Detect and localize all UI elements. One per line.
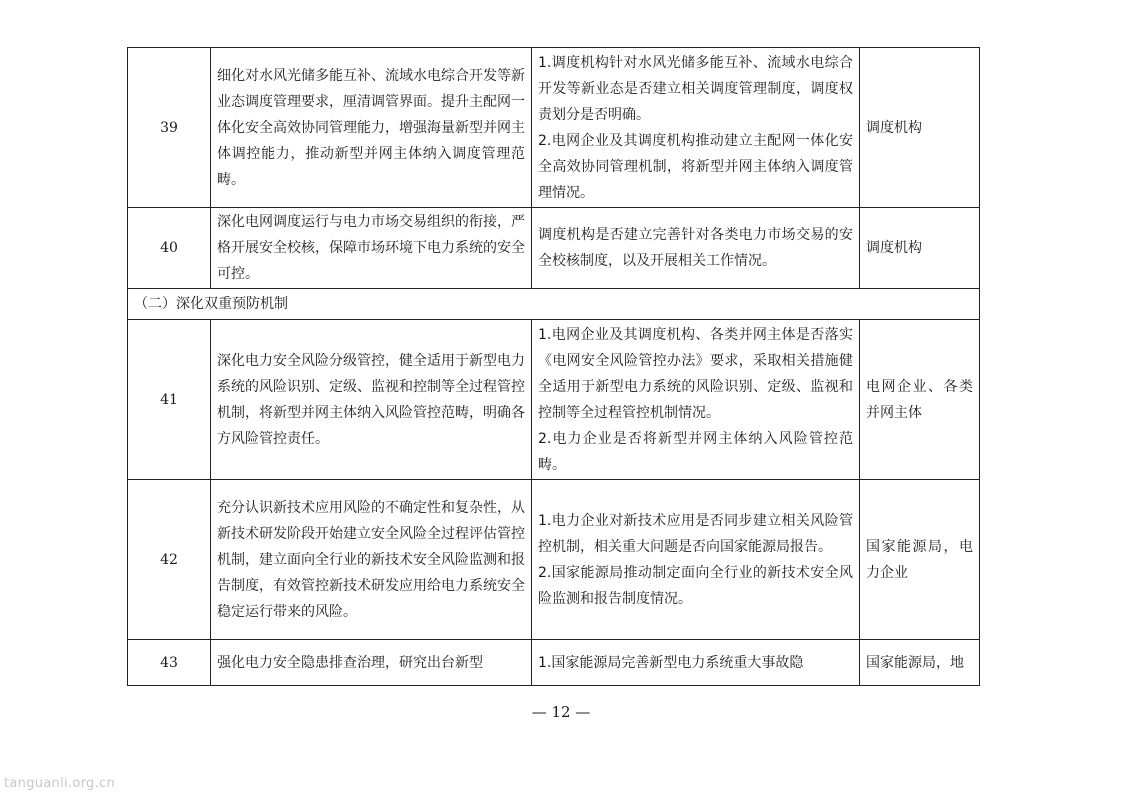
check-item: 1.电网企业及其调度机构、各类并网主体是否落实《电网安全风险管控办法》要求，采取相关措施健全适用于新型电力系统的风险识别、定级、监视和控制等全过程管控机制情况。	[538, 326, 853, 421]
check-content	[532, 480, 860, 640]
table-row-41	[128, 320, 980, 480]
table-row-40	[128, 208, 980, 289]
task-content: 充分认识新技术应用风险的不确定性和复杂性，从新技术研发阶段开始建立安全风险全过程评估管控机制，建立面向全行业的新技术安全风险监测和报告制度，有效管控新技术研发应用给电力系统安全稳定运行带来的风险。	[211, 480, 532, 640]
check-item: 1.电力企业对新技术应用是否同步建立相关风险管控机制，相关重大问题是否向国家能源局报告。	[538, 512, 853, 555]
check-item: 调度机构是否建立完善针对各类电力市场交易的安全校核制度，以及开展相关工作情况。	[538, 227, 853, 269]
responsible-party: 国家能源局，电力企业	[860, 480, 980, 640]
table-row-42	[128, 480, 980, 640]
check-item: 2.电力企业是否将新型并网主体纳入风险管控范畴。	[538, 430, 853, 473]
watermark-text: tanguanli.org.cn	[4, 776, 115, 791]
row-number: 39	[128, 48, 211, 208]
task-content: 强化电力安全隐患排查治理，研究出台新型	[211, 640, 532, 686]
check-item: 1.调度机构针对水风光储多能互补、流域水电综合开发等新业态是否建立相关调度管理制度，调度权责划分是否明确。	[538, 54, 853, 123]
task-content: 细化对水风光储多能互补、流域水电综合开发等新业态调度管理要求，厘清调管界面。提升主配网一体化安全高效协同管理能力，增强海量新型并网主体调控能力，推动新型并网主体纳入调度管理范畴。	[211, 48, 532, 208]
responsible-party: 国家能源局，地	[860, 640, 980, 686]
responsible-party: 调度机构	[860, 208, 980, 289]
check-content	[532, 640, 860, 686]
row-number: 42	[128, 480, 211, 640]
section-title: （二）深化双重预防机制	[128, 289, 980, 320]
row-number: 41	[128, 320, 211, 480]
table-row-43	[128, 640, 980, 686]
responsible-party: 电网企业、各类并网主体	[860, 320, 980, 480]
check-item: 1.国家能源局完善新型电力系统重大事故隐	[538, 654, 804, 671]
inspection-table	[127, 47, 980, 686]
row-number: 40	[128, 208, 211, 289]
check-item: 2.国家能源局推动制定面向全行业的新技术安全风险监测和报告制度情况。	[538, 564, 853, 607]
check-content	[532, 320, 860, 480]
check-content	[532, 208, 860, 289]
check-item: 2.电网企业及其调度机构推动建立主配网一体化安全高效协同管理机制，将新型并网主体纳入调度管理情况。	[538, 132, 853, 201]
task-content: 深化电网调度运行与电力市场交易组织的衔接，严格开展安全校核，保障市场环境下电力系统的安全可控。	[211, 208, 532, 289]
row-number: 43	[128, 640, 211, 686]
responsible-party: 调度机构	[860, 48, 980, 208]
task-content: 深化电力安全风险分级管控，健全适用于新型电力系统的风险识别、定级、监视和控制等全过程管控机制，将新型并网主体纳入风险管控范畴，明确各方风险管控责任。	[211, 320, 532, 480]
check-content	[532, 48, 860, 208]
section-header-row	[128, 289, 980, 320]
page-number: — 12 —	[531, 703, 591, 721]
table-row-39	[128, 48, 980, 208]
